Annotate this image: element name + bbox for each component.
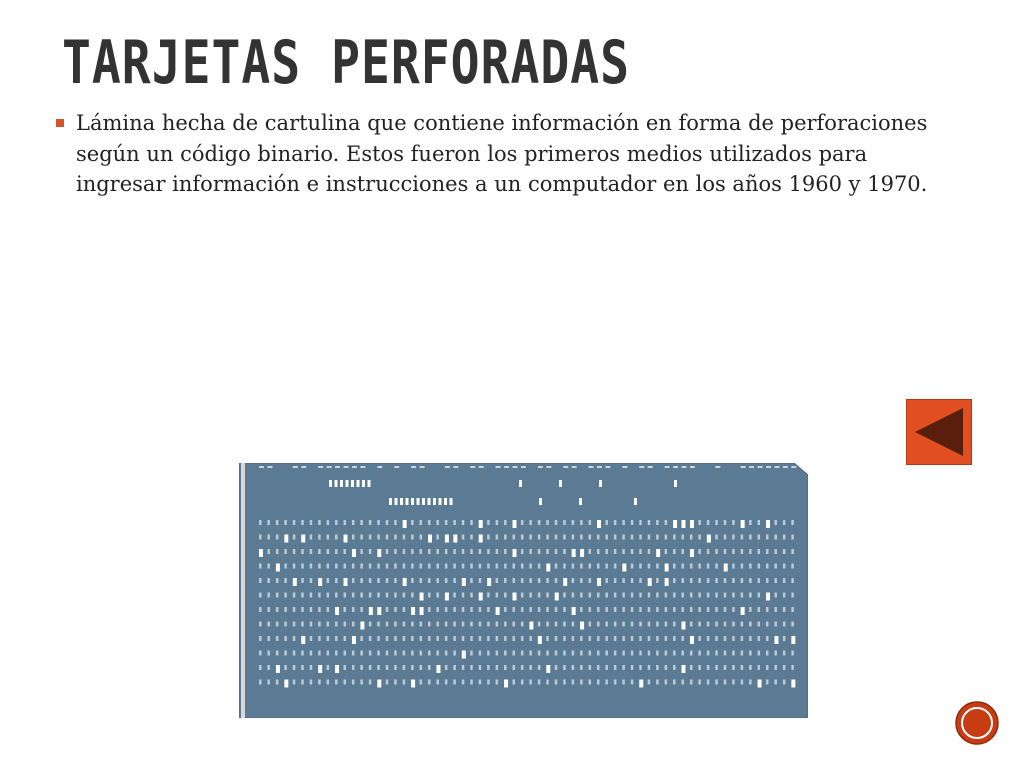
- bullet-text: Lámina hecha de cartulina que contiene información en forma de perforaciones según un código binario. Estos fueron los primeros medios utilizados para ingresar información e instrucciones a un computador en los años 1960 y 1970.: [76, 111, 928, 196]
- circle-button-icon[interactable]: [954, 700, 1000, 746]
- punched-card-image: [239, 463, 808, 718]
- slide-title: TARJETAS PERFORADAS: [62, 28, 631, 98]
- triangle-left-icon: [907, 400, 971, 464]
- square-bullet-icon: [56, 119, 64, 127]
- bullet-item: [56, 108, 936, 200]
- back-button[interactable]: [906, 399, 972, 465]
